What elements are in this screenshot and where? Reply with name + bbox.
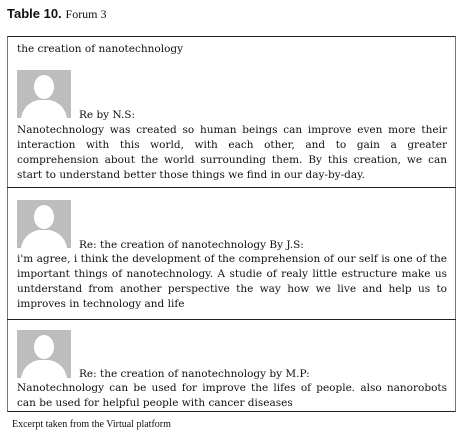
source-note: Excerpt taken from the Virtual platform (12, 419, 171, 430)
default-user-avatar-icon (17, 70, 71, 118)
row-divider (7, 319, 456, 320)
row-divider (7, 187, 456, 188)
user-silhouette-icon (17, 330, 71, 378)
forum-table (7, 36, 456, 412)
thread-subject: the creation of nanotechnology (17, 43, 184, 55)
default-user-avatar-icon (17, 200, 71, 248)
post-title: Re by N.S: (79, 109, 136, 121)
post-body: i'm agree, i think the development of the comprehension of our self is one of the important things of nanotechnology. A studie of realy little estructure make us untderstand from another perspective the way how we live and help us to improves in technology and life (17, 253, 447, 310)
table-caption (7, 6, 107, 22)
table-caption-title: Forum 3 (65, 7, 107, 21)
post-body: Nanotechnology was created so human beings can improve even more their interaction with this world, with each other, and to gain a greater comprehension about the world surrounding them. By this creation, we can start to understand better those things we find in our day-by-day. (17, 124, 447, 181)
post-title: Re: the creation of nanotechnology By J.S: (79, 239, 304, 251)
user-silhouette-icon (17, 70, 71, 118)
post-body: Nanotechnology can be used for improve the lifes of people. also nanorobots can be used for helpful people with cancer diseases (17, 382, 447, 409)
default-user-avatar-icon (17, 330, 71, 378)
user-silhouette-icon (17, 200, 71, 248)
post-title: Re: the creation of nanotechnology by M.P: (79, 368, 310, 380)
table-caption-label: Table 10. (7, 6, 62, 21)
